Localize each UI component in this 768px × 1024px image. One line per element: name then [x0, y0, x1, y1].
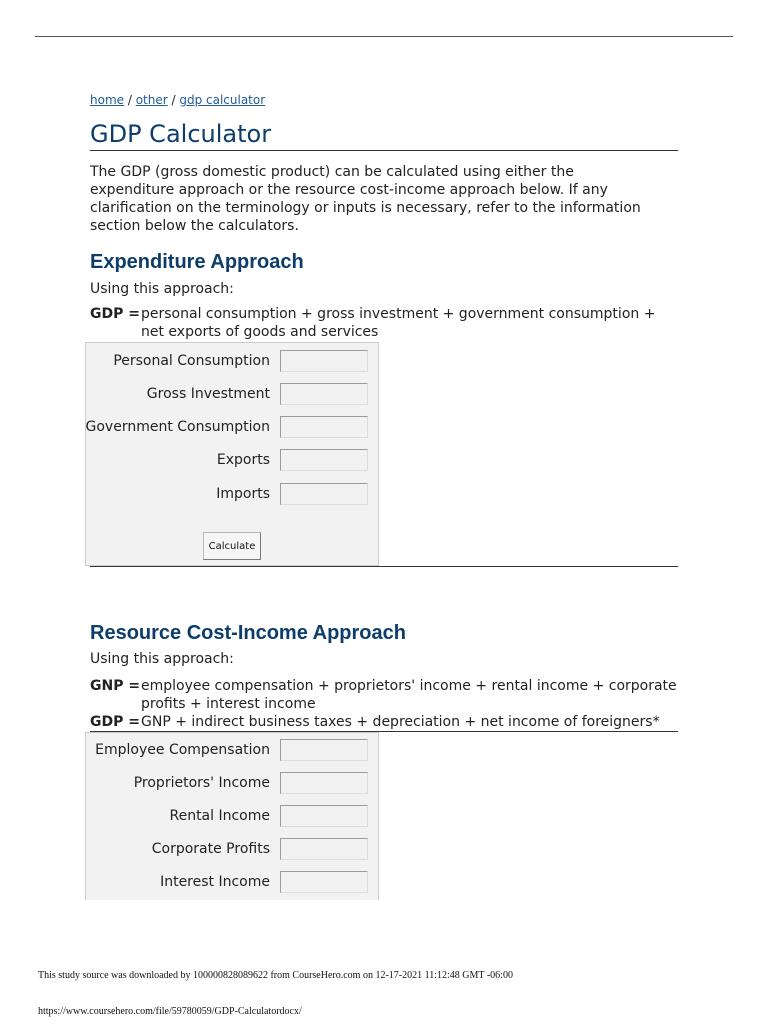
field-label: Rental Income [169, 808, 270, 824]
calculate-button[interactable]: Calculate [203, 532, 261, 560]
breadcrumb-other-link[interactable]: other [135, 93, 168, 107]
field-label: Imports [216, 486, 270, 502]
field-label: Personal Consumption [113, 353, 270, 369]
government-consumption-input[interactable] [280, 416, 368, 438]
expenditure-title: Expenditure Approach [90, 251, 304, 273]
page-title: GDP Calculator [90, 120, 678, 151]
corporate-profits-input[interactable] [280, 838, 368, 860]
employee-compensation-input[interactable] [280, 739, 368, 761]
main-content [90, 92, 678, 235]
calc-row [86, 383, 378, 407]
intro-paragraph: The GDP (gross domestic product) can be calculated using either the expenditure approach or the resource cost-income approach below. If any clarification on the terminology or inputs is necessary, refer to the information section below the calculators. [90, 164, 641, 234]
expenditure-formula [90, 305, 678, 341]
calc-row [86, 739, 378, 763]
field-label: Interest Income [160, 874, 270, 890]
calc-row [86, 483, 378, 507]
field-label: Employee Compensation [95, 742, 270, 758]
calc-row [86, 838, 378, 862]
breadcrumb-separator: / [124, 93, 136, 107]
field-label: Exports [216, 452, 270, 468]
expenditure-section [90, 250, 678, 341]
formula-label: GDP = [90, 306, 140, 322]
top-rule [35, 36, 733, 37]
download-note: This study source was downloaded by 100000828089622 from CourseHero.com on 12-17-2021 11:12:48 GMT -06:00 [38, 970, 513, 981]
calc-row [86, 772, 378, 796]
field-label: Corporate Profits [151, 841, 270, 857]
rental-income-input[interactable] [280, 805, 368, 827]
calc-row [86, 350, 378, 374]
breadcrumb-current-link[interactable]: gdp calculator [179, 93, 266, 107]
field-label: Government Consumption [85, 419, 270, 435]
exports-input[interactable] [280, 449, 368, 471]
breadcrumb [90, 92, 678, 108]
field-label: Gross Investment [146, 386, 270, 402]
breadcrumb-separator: / [167, 93, 180, 107]
proprietors-income-input[interactable] [280, 772, 368, 794]
expenditure-calculator [85, 342, 379, 566]
formula-label: GDP = [90, 714, 140, 730]
imports-input[interactable] [280, 483, 368, 505]
resource-title: Resource Cost-Income Approach [90, 622, 406, 644]
calc-row [86, 805, 378, 829]
formula-text: GNP + indirect business taxes + depreciation + net income of foreigners* [141, 714, 660, 730]
calc-row [86, 416, 378, 440]
field-label: Proprietors' Income [133, 775, 270, 791]
breadcrumb-home-link[interactable]: home [90, 93, 125, 107]
resource-using-text: Using this approach: [90, 651, 234, 667]
resource-section [90, 621, 678, 731]
gdp-formula [90, 713, 678, 731]
expenditure-using-text: Using this approach: [90, 281, 234, 297]
formula-text: personal consumption + gross investment + government consumption + net exports of goods and services [141, 306, 656, 340]
calc-row [86, 449, 378, 473]
formula-label: GNP = [90, 678, 141, 694]
calc-row [86, 871, 378, 895]
personal-consumption-input[interactable] [280, 350, 368, 372]
interest-income-input[interactable] [280, 871, 368, 893]
gross-investment-input[interactable] [280, 383, 368, 405]
formula-text: employee compensation + proprietors' income + rental income + corporate profits + interest income [141, 678, 677, 712]
resource-calculator [85, 732, 379, 900]
source-url: https://www.coursehero.com/file/59780059/GDP-Calculatordocx/ [38, 1006, 302, 1017]
section-divider [90, 566, 678, 567]
gnp-formula [90, 677, 678, 713]
